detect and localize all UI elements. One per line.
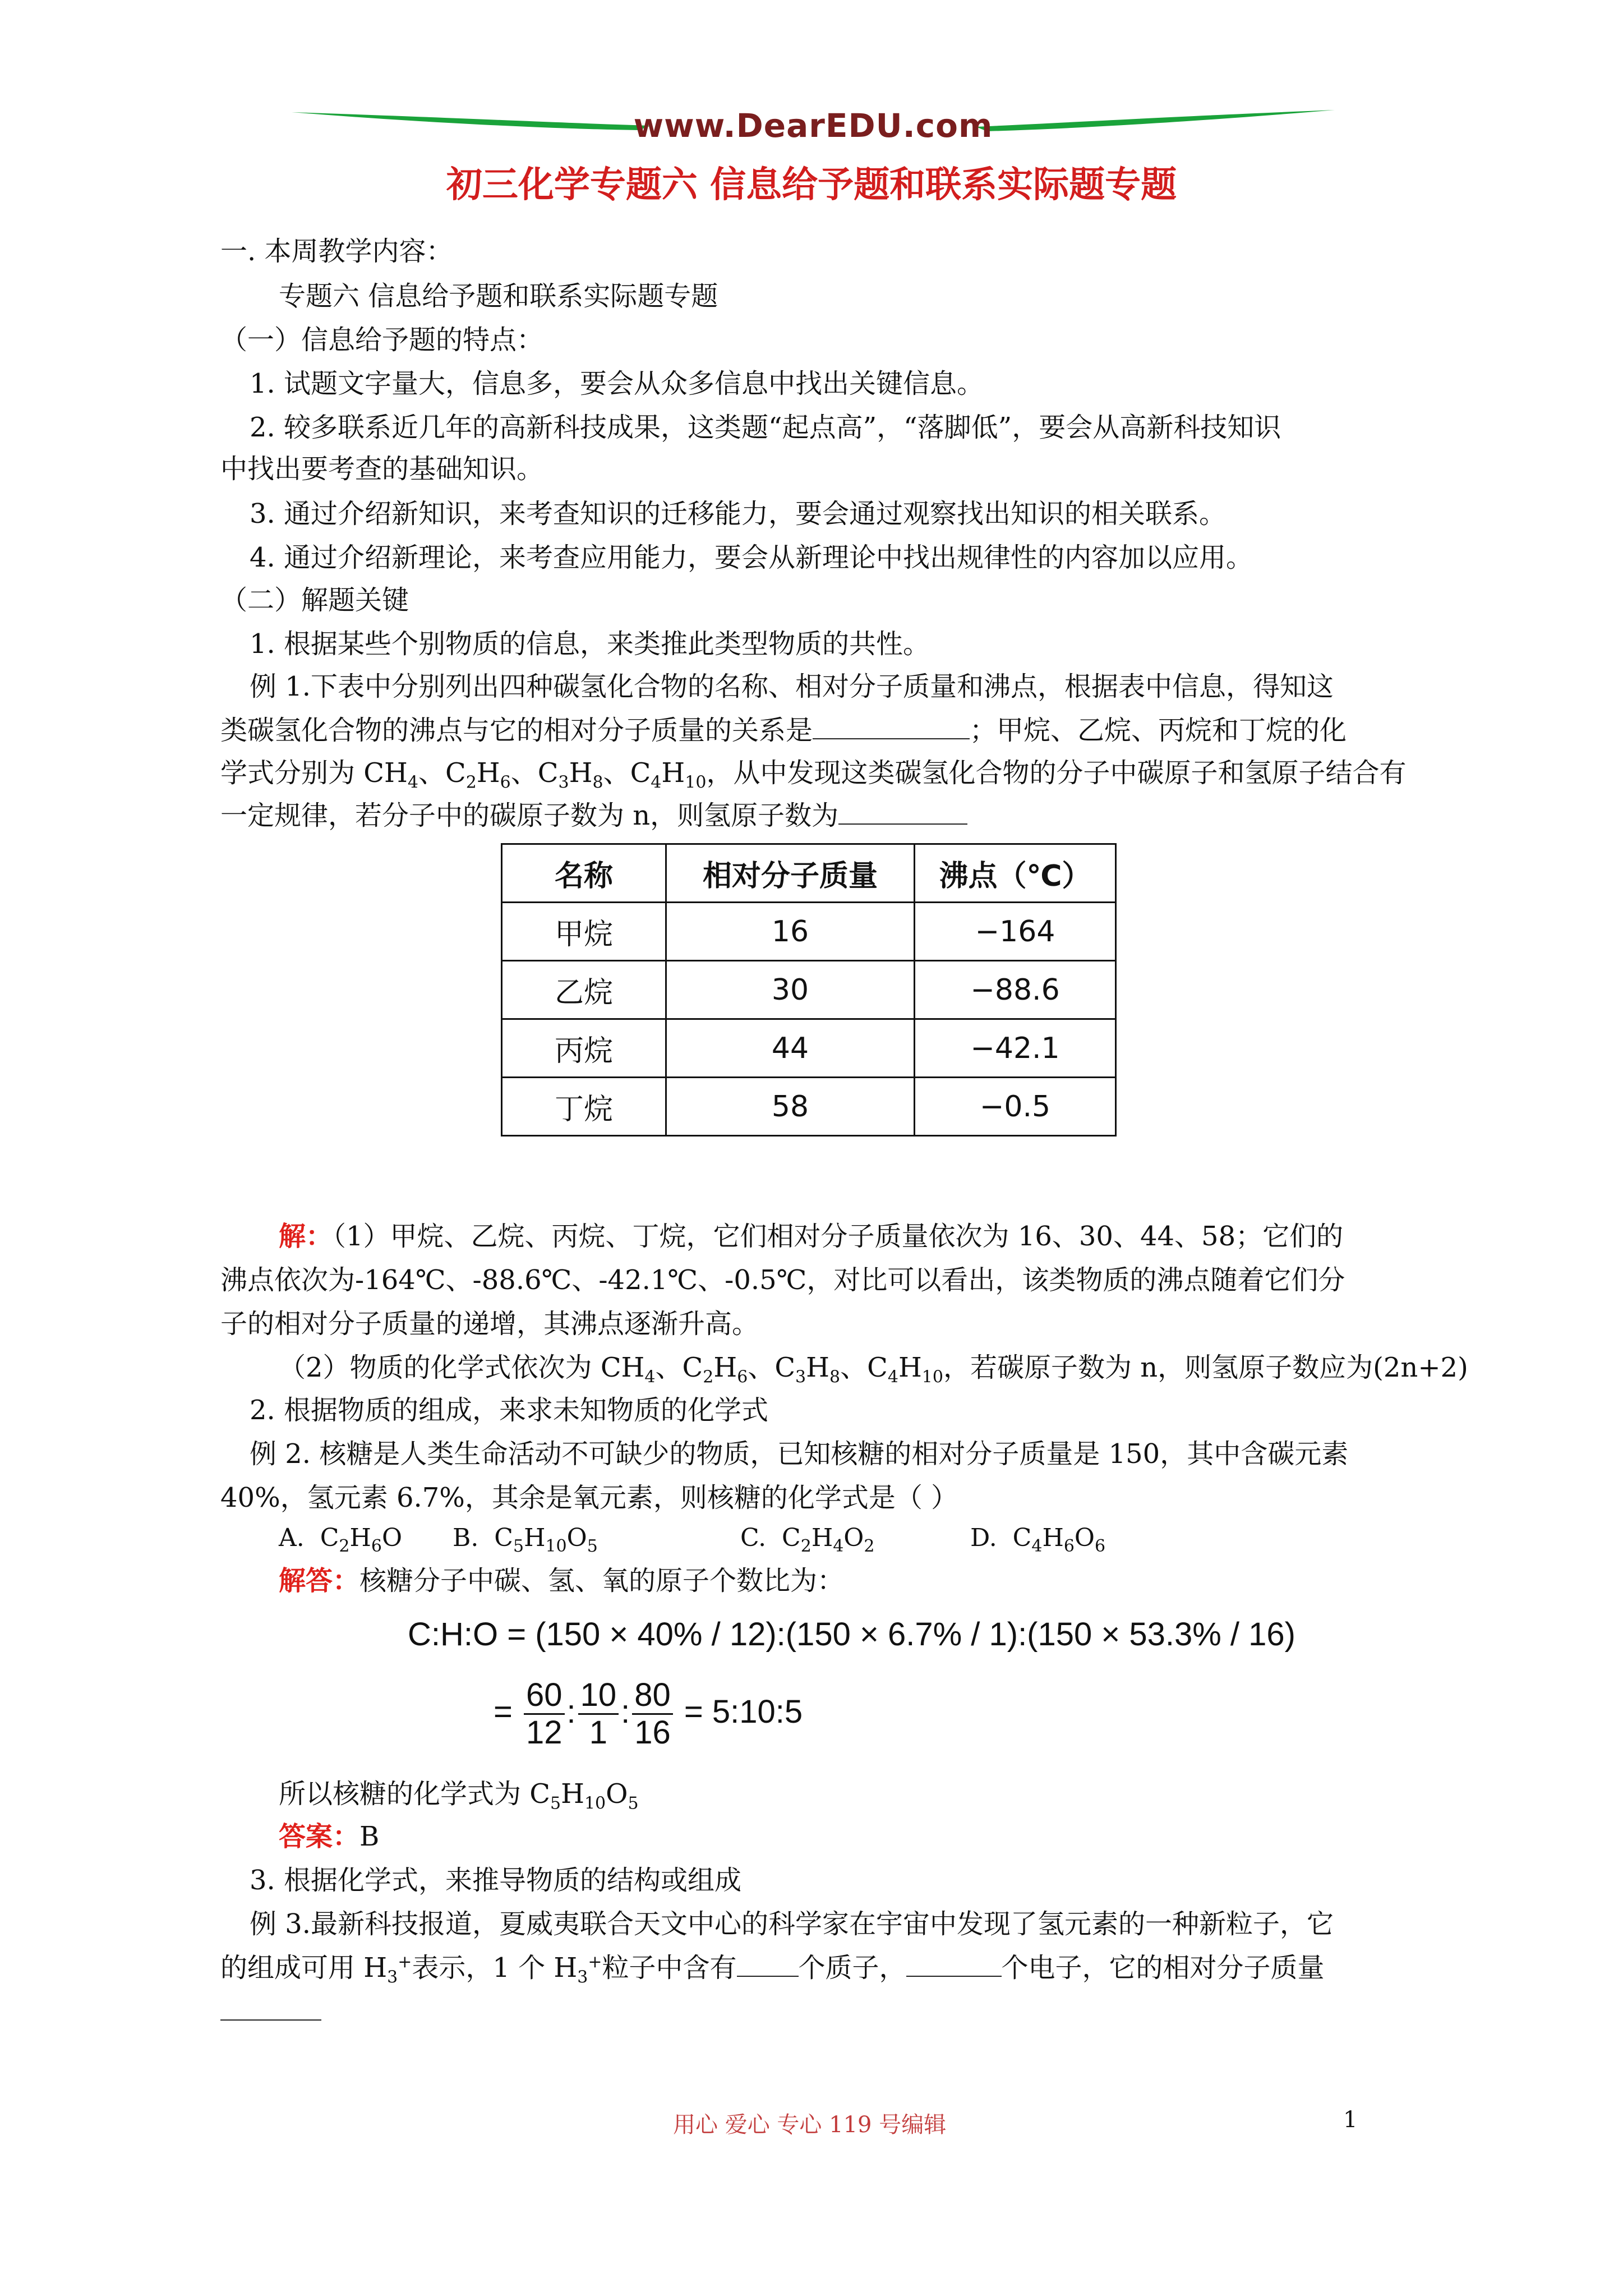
formula-c2h6: $C_2H_6$: [445, 757, 511, 793]
example-text-part: ，从中发现这类碳氢化合物的分子中碳原子和氢原子结合有: [706, 757, 1407, 789]
option-c: C. $C_2H_4O_2$: [740, 1524, 875, 1556]
page-title: 初三化学专题六 信息给予题和联系实际题专题: [446, 164, 1177, 206]
example-text: [220, 714, 1347, 747]
example-text-part: 类碳氢化合物的沸点与它的相对分子质量的关系是: [220, 715, 813, 746]
example-text: 学式分别为 $CH_4$、$C_2H_6$、$C_3H_8$、$C_4H_{10}$，从中发现这类碳氢化合物的分子中碳原子和氢原子结合有: [220, 757, 1407, 793]
answer-line: [279, 1564, 844, 1598]
denominator: 1: [589, 1714, 608, 1751]
solution-line: 沸点依次为-164℃、-88.6℃、-42.1℃、-0.5℃，对比可以看出，该类物质的沸点随着它们分: [220, 1264, 1345, 1296]
fraction: [578, 1677, 619, 1751]
solution-text: ，若碳原子数为 n，则氢原子数应为(2n+2): [943, 1352, 1468, 1383]
example-text-part: 一定规律，若分子中的碳原子数为 n，则氢原子数为: [220, 800, 839, 831]
subsection-heading: （一）信息给予题的特点：: [220, 324, 544, 356]
formula-ch4: $CH_4$: [600, 1352, 656, 1387]
numerator: 10: [578, 1677, 619, 1715]
table-row: [502, 903, 1116, 961]
ratio-result: = 5:10:5: [684, 1693, 803, 1730]
example-text-part: ；甲烷、乙烷、丙烷和丁烷的化: [970, 715, 1347, 746]
conclusion-line: 所以核糖的化学式为 $C_5H_{10}O_5$: [279, 1778, 639, 1814]
answer-blank: [220, 1997, 321, 2021]
answer-blank: [906, 1953, 1002, 1977]
formula-c4h10: $C_4H_{10}$: [630, 757, 707, 793]
answer-text: 核糖分子中碳、氢、氧的原子个数比为：: [359, 1565, 845, 1596]
key-point: 3. 根据化学式，来推导物质的结构或组成: [250, 1865, 742, 1896]
solution-line: 子的相对分子质量的递增，其沸点逐渐升高。: [220, 1308, 759, 1340]
table-cell: 丙烷: [502, 1019, 666, 1078]
example-text: [220, 799, 967, 832]
table-header: 名称: [502, 844, 666, 903]
table-cell: −164: [915, 903, 1116, 961]
footer-text: 用心 爱心 专心 119 号编辑: [673, 2112, 947, 2138]
denominator: 16: [634, 1714, 671, 1751]
example-text-part: 个电子，它的相对分子质量: [1001, 1952, 1325, 1984]
formula-c3h8: $C_3H_8$: [774, 1352, 841, 1387]
example-text: 的组成可用 $H_3^+$表示，1 个 $H_3^+$粒子中含有 个质子， 个电子，它的相对分子质量: [220, 1952, 1325, 1987]
equation-ratio: C:H:O = (150 × 40% / 12):(150 × 6.7% / 1):(150 × 53.3% / 16): [408, 1616, 1295, 1653]
numerator: 60: [524, 1677, 565, 1715]
topic-line: 专题六 信息给予题和联系实际题专题: [279, 280, 718, 312]
example-text: 例 3.最新科技报道，夏威夷联合天文中心的科学家在宇宙中发现了氢元素的一种新粒子，它: [250, 1908, 1334, 1940]
alkane-table: [501, 843, 1117, 1137]
subsection-heading: （二）解题关键: [220, 585, 409, 616]
formula-c3h8: $C_3H_8$: [537, 757, 603, 793]
answer-blank: [838, 801, 967, 825]
numerator: 80: [632, 1677, 673, 1715]
page-number: 1: [1343, 2107, 1358, 2133]
solution-text: （1）甲烷、乙烷、丙烷、丁烷，它们相对分子质量依次为 16、30、44、58；它们的: [333, 1221, 1344, 1252]
denominator: 12: [526, 1714, 562, 1751]
solution-line: [279, 1220, 1343, 1253]
fraction: [524, 1677, 565, 1751]
example-text: 例 2. 核糖是人类生命活动不可缺少的物质，已知核糖的相对分子质量是 150，其中含碳元素: [250, 1438, 1349, 1470]
feature-item: 3. 通过介绍新知识，来考查知识的迁移能力，要会通过观察找出知识的相关联系。: [250, 498, 1227, 530]
solution-line: （2）物质的化学式依次为 $CH_4$、$C_2H_6$、$C_3H_8$、$C_4H_{10}$，若碳原子数为 n，则氢原子数应为(2n+2): [279, 1352, 1468, 1387]
option-a: A. $C_2H_6O$: [279, 1524, 403, 1556]
table-cell: 甲烷: [502, 903, 666, 961]
formula-c4h10: $C_4H_{10}$: [867, 1352, 943, 1387]
option-d: D. $C_4H_6O_6$: [970, 1524, 1106, 1556]
answer-blank: [813, 716, 970, 739]
section-heading: 一. 本周教学内容：: [220, 236, 453, 267]
example-text-part: 学式分别为: [220, 757, 364, 789]
option-b: B. $C_5H_{10}O_5$: [453, 1524, 598, 1556]
solution-label: 解：: [279, 1221, 333, 1252]
table-cell: −88.6: [915, 961, 1116, 1019]
table-cell: 58: [666, 1078, 915, 1136]
equation-fractions: = $\frac{60}{12}$ : $\frac{10}{1}$ : $\frac{80}{16}$ = 5:10:5: [494, 1677, 803, 1751]
final-answer: [279, 1820, 379, 1853]
feature-item: 1. 试题文字量大，信息多，要会从众多信息中找出关键信息。: [250, 368, 984, 399]
table-cell: −42.1: [915, 1019, 1116, 1078]
answer-blank: [737, 1953, 799, 1977]
table-header-row: [502, 844, 1116, 903]
table-cell: 丁烷: [502, 1078, 666, 1136]
formula-ch4: $CH_4$: [363, 757, 418, 793]
table-header: 相对分子质量: [666, 844, 915, 903]
table-cell: 16: [666, 903, 915, 961]
feature-item: 4. 通过介绍新理论，来考查应用能力，要会从新理论中找出规律性的内容加以应用。: [250, 542, 1253, 573]
key-point: 2. 根据物质的组成，来求未知物质的化学式: [250, 1395, 769, 1426]
example-text-part: 个质子，: [798, 1952, 906, 1984]
table-header: 沸点（℃）: [915, 844, 1116, 903]
example-text: 例 1.下表中分别列出四种碳氢化合物的名称、相对分子质量和沸点，根据表中信息，得知这: [250, 671, 1334, 702]
table-cell: 44: [666, 1019, 915, 1078]
equals-sign: =: [494, 1693, 513, 1730]
final-answer-label: 答案：: [279, 1821, 360, 1852]
solution-text: （2）物质的化学式依次为: [279, 1352, 601, 1383]
table-row: [502, 1019, 1116, 1078]
table-cell: 30: [666, 961, 915, 1019]
table-row: [502, 1078, 1116, 1136]
example-text: [220, 1995, 321, 2028]
site-url[interactable]: www.DearEDU.com: [633, 107, 993, 145]
feature-item: 2. 较多联系近几年的高新科技成果，这类题“起点高”，“落脚低”，要会从高新科技知识: [250, 412, 1281, 443]
final-answer-value: B: [359, 1821, 380, 1852]
feature-item-continued: 中找出要考查的基础知识。: [220, 453, 544, 485]
answer-label: 解答：: [279, 1565, 360, 1596]
table-cell: −0.5: [915, 1078, 1116, 1136]
fraction: [632, 1677, 673, 1751]
key-point: 1. 根据某些个别物质的信息，来类推此类型物质的共性。: [250, 628, 930, 660]
table-row: [502, 961, 1116, 1019]
table-cell: 乙烷: [502, 961, 666, 1019]
example-text: 40%，氢元素 6.7%，其余是氧元素，则核糖的化学式是（ ）: [220, 1482, 958, 1513]
formula-c2h6: $C_2H_6$: [682, 1352, 748, 1387]
